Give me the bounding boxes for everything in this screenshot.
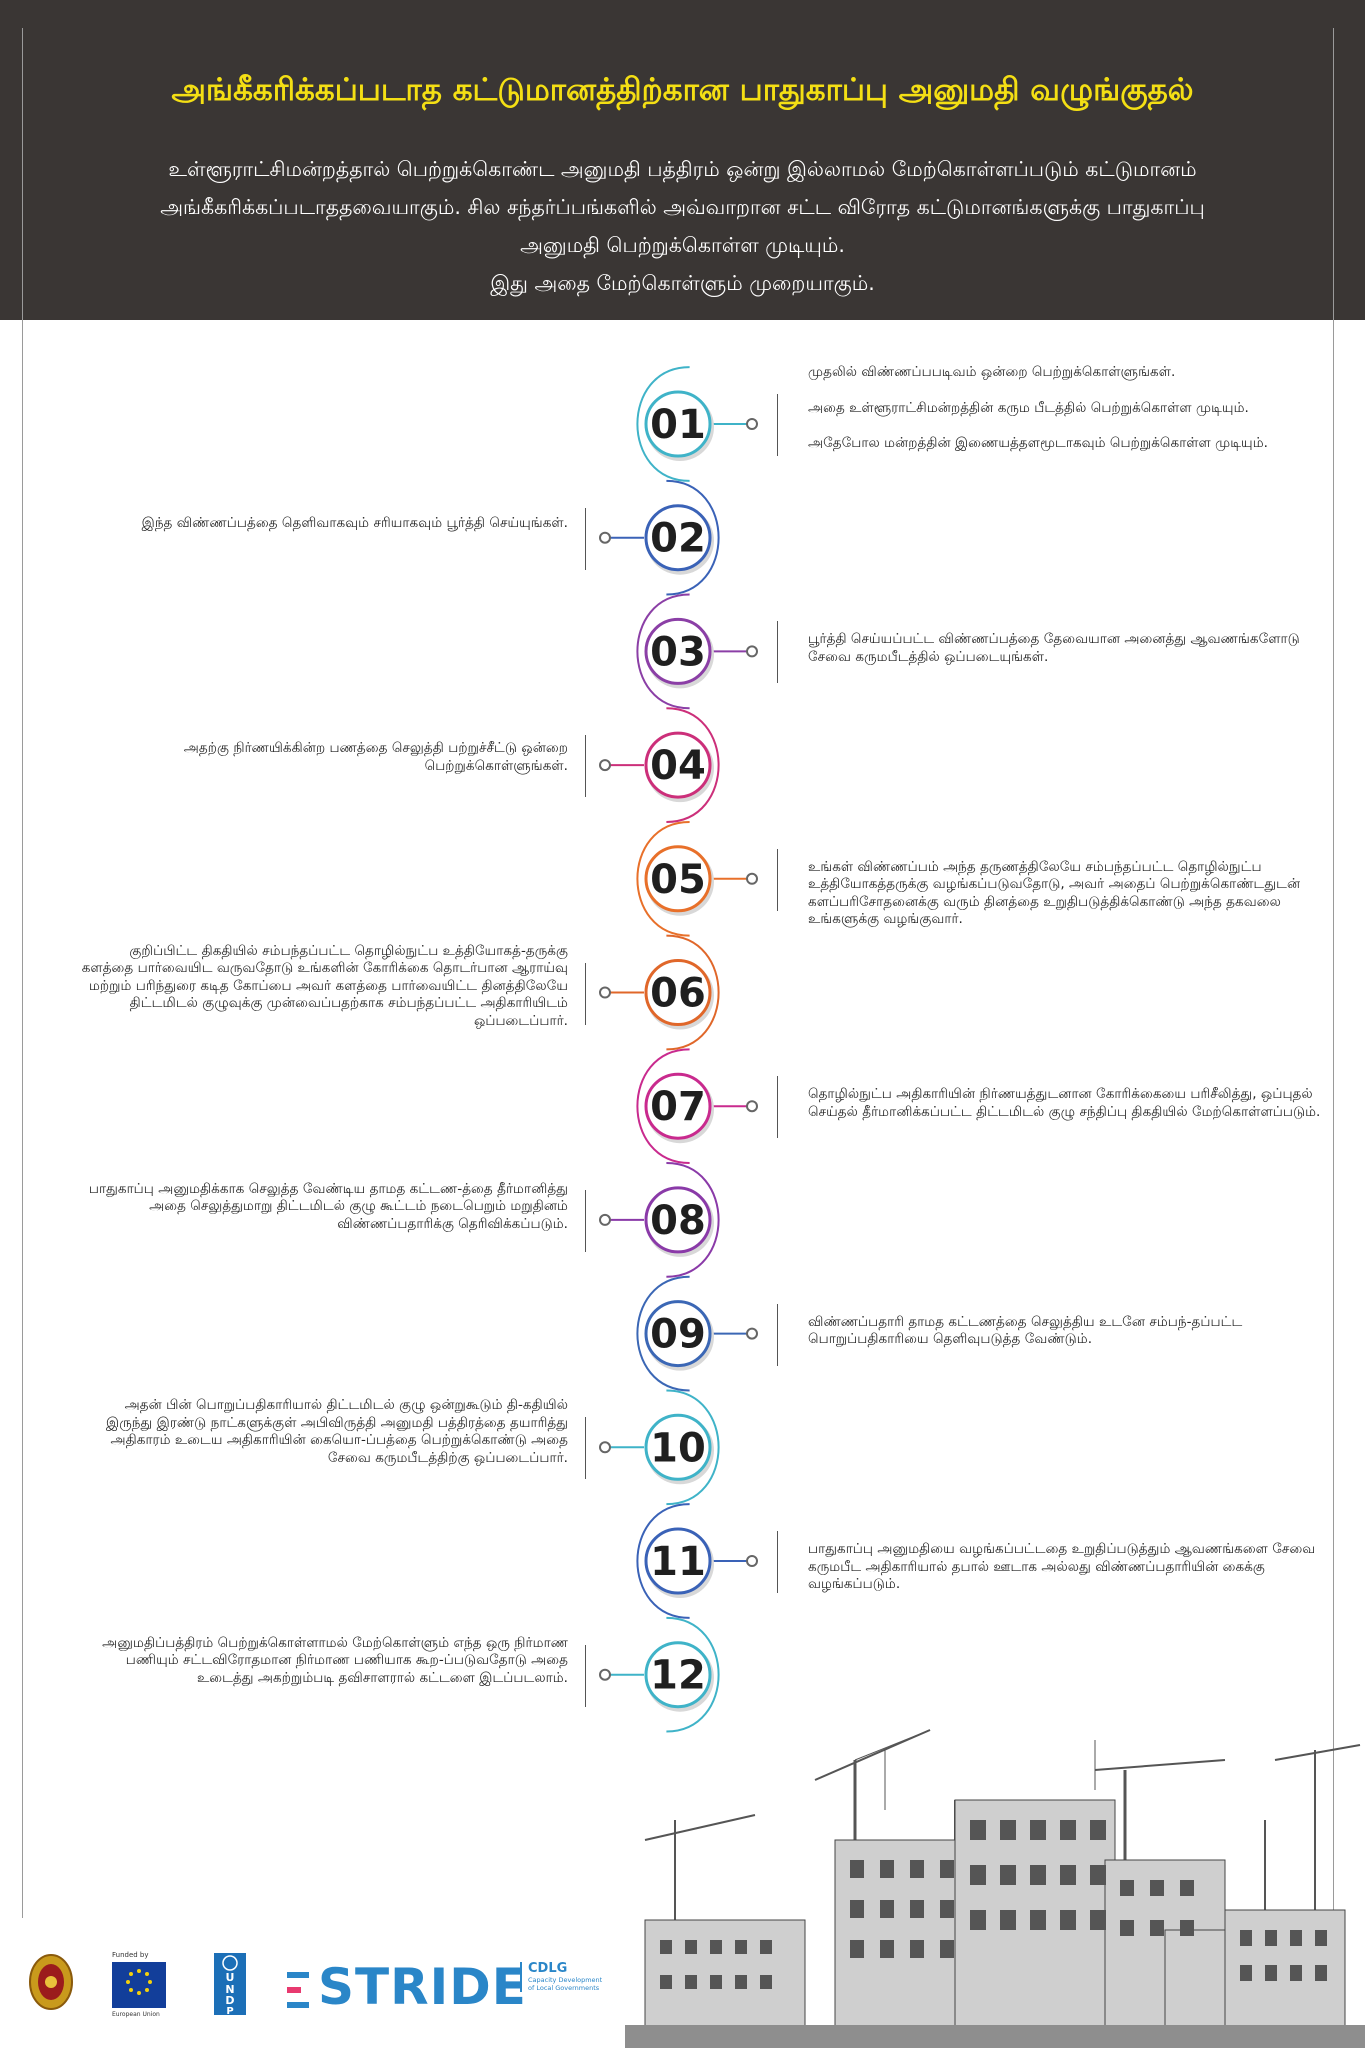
connector-dot xyxy=(747,1329,757,1339)
cdlg-sub-line: Capacity Development xyxy=(528,1976,603,1984)
step-number: 11 xyxy=(650,1539,706,1585)
step-description xyxy=(808,1086,1328,1139)
step-description xyxy=(80,515,568,551)
connector-dot xyxy=(600,988,610,998)
step-description xyxy=(808,1314,1328,1367)
step-bracket xyxy=(777,1531,778,1593)
step-bracket xyxy=(777,1076,778,1138)
step-bracket xyxy=(585,735,586,797)
step-bracket xyxy=(777,1304,778,1366)
step-number: 10 xyxy=(650,1425,706,1472)
step-number: 06 xyxy=(650,970,706,1017)
step-description xyxy=(80,1397,568,1485)
connector-dot xyxy=(747,419,757,429)
step-number: 08 xyxy=(650,1197,706,1244)
step-bracket xyxy=(585,963,586,1025)
intro-line: உள்ளூராட்சிமன்றத்தால் பெற்றுக்கொண்ட அனுமதி பத்திரம் ஒன்று இல்லாமல் மேற்கொள்ளப்படும் கட்டுமானம் xyxy=(168,157,1197,181)
step-paragraph: அனுமதிப்பத்திரம் பெற்றுக்கொள்ளாமல் மேற்கொள்ளும் எந்த ஒரு நிர்மாண பணியும் சட்டவிரோதமான நிர்மாண பணியாக கூற-ப்படுவதோடு அதை உடைத்து அகற்றும்படி தவிசாளரால் கட்டளை இடப்படலாம். xyxy=(102,1634,568,1686)
intro-line: அனுமதி பெற்றுக்கொள்ள முடியும். xyxy=(520,233,845,257)
connector-dot xyxy=(600,1215,610,1225)
step-bracket xyxy=(777,621,778,683)
step-bracket xyxy=(585,1645,586,1707)
connector-dot xyxy=(600,1670,610,1680)
cdlg-sub-line: of Local Governments xyxy=(528,1984,600,1992)
construction-illustration xyxy=(625,1720,1365,2048)
step-paragraph: அதன் பின் பொறுப்பதிகாரியால் திட்டமிடல் குழு ஒன்றுகூடும் தி-கதியில் இருந்து இரண்டு நாட்களுக்குள் அபிவிருத்தி அனுமதி பத்திரத்தை தயாரித்து அதிகாரம் உடைய அதிகாரியின் கையொ-ப்பத்தை பெற்றுக்கொண்டு அதை சேவை கருமபீடத்திற்கு ஒப்படைப்பார். xyxy=(105,1397,568,1466)
step-paragraph: உங்கள் விண்ணப்பம் அந்த தருணத்திலேயே சம்பந்தப்பட்ட தொழில்நுட்ப உத்தியோகத்தருக்கு வழங்கப்படுவதோடு, அவர் அதைப் பெற்றுக்கொண்டதுடன் களப்பரிசோதனைக்கு வரும் தினத்தை உறுதிபடுத்திக்கொண்டு அந்த தகவலை உங்களுக்கு வழங்குவார். xyxy=(808,858,1301,928)
undp-letter: P xyxy=(226,2006,234,2015)
step-bracket xyxy=(777,849,778,911)
step-description xyxy=(808,1541,1328,1612)
connector-dot xyxy=(600,533,610,543)
step-paragraph: குறிப்பிட்ட திகதியில் சம்பந்தப்பட்ட தொழில்நுட்ப உத்தியோகத்-தருக்கு களத்தை பார்வையிட வருவதோடு உங்களின் கோரிக்கை தொடர்பான ஆராய்வு மற்றும் பரிந்துரை கடித கோப்பை அவர் களத்தை பார்வையிட்ட தினத்திலேயே திட்டமிடல் குழுவுக்கு முன்வைப்பதற்காக சம்பந்தப்பட்ட அதிகாரியிடம் ஒப்படைப்பார். xyxy=(81,942,568,1029)
step-description xyxy=(80,740,568,793)
government-emblem xyxy=(28,1953,74,2011)
step-number: 12 xyxy=(650,1652,706,1699)
step-paragraph: அதற்கு நிர்ணயிக்கின்ற பணத்தை செலுத்தி பற்றுச்சீட்டு ஒன்றை பெற்றுக்கொள்ளுங்கள். xyxy=(183,740,568,774)
step-paragraph: பூர்த்தி செய்யப்பட்ட விண்ணப்பத்தை தேவையான அனைத்து ஆவணங்களோடு சேவை கருமபீடத்தில் ஒப்படையுங்கள். xyxy=(808,631,1300,665)
step-number: 02 xyxy=(650,515,706,562)
step-paragraph: முதலில் விண்ணப்பபடிவம் ஒன்றை பெற்றுக்கொள்ளுங்கள். xyxy=(808,364,1176,380)
step-description xyxy=(80,943,568,1049)
step-paragraph: விண்ணப்பதாரி தாமத கட்டணத்தை செலுத்திய உடனே சம்பந்-தப்பட்ட பொறுப்பதிகாரியை தெளிவுபடுத்த வேண்டும். xyxy=(808,1313,1243,1348)
cdlg-text: CDLG xyxy=(528,1961,568,1976)
stride-logo-text: STRIDE xyxy=(318,1958,527,2016)
step-bracket xyxy=(585,508,586,570)
stride-mark-icon xyxy=(285,1970,315,2010)
step-bracket xyxy=(585,1417,586,1479)
step-description xyxy=(808,364,1328,471)
funded-by-label: Funded by xyxy=(112,1951,149,1959)
eu-label: European Union xyxy=(112,2011,160,2018)
step-paragraph: பாதுகாப்பு அனுமதிக்காக செலுத்த வேண்டிய தாமத கட்டண-த்தை தீர்மானித்து அதை செலுத்துமாறு திட்டமிடல் குழு கூட்டம் நடைபெறும் மறுதினம் விண்ணப்பதாரிக்கு தெரிவிக்கப்படும். xyxy=(88,1180,568,1232)
step-description xyxy=(80,1181,568,1252)
step-number: 04 xyxy=(650,743,706,790)
cdlg-logo xyxy=(520,1962,602,1992)
timeline-circles xyxy=(646,392,714,1712)
eu-flag-icon xyxy=(112,1962,166,2008)
step-number: 05 xyxy=(650,856,706,903)
connector-dot xyxy=(747,646,757,656)
step-description xyxy=(808,859,1328,947)
step-description xyxy=(808,631,1328,684)
step-bracket xyxy=(777,394,778,456)
step-number: 07 xyxy=(650,1084,706,1131)
step-number: 03 xyxy=(650,629,706,676)
step-paragraph: இந்த விண்ணப்பத்தை தெளிவாகவும் சரியாகவும் பூர்த்தி செய்யுங்கள். xyxy=(141,515,568,532)
undp-letter: U xyxy=(225,1971,235,1984)
step-paragraph: பாதுகாப்பு அனுமதியை வழங்கப்பட்டதை உறுதிப்படுத்தும் ஆவணங்களை சேவை கருமபீட அதிகாரியால் தபால் ஊடாக அல்லது விண்ணப்பதாரியின் கைக்கு வழங்கப்படும். xyxy=(808,1541,1316,1592)
page-title: அங்கீகரிக்கப்படாத கட்டுமானத்திற்கான பாதுகாப்பு அனுமதி வழுங்குதல் xyxy=(171,72,1194,108)
step-paragraph: அதை உள்ளூராட்சிமன்றத்தின் கரும பீடத்தில் பெற்றுக்கொள்ள முடியும். xyxy=(808,399,1249,416)
connector-dot xyxy=(747,1556,757,1566)
connector-dot xyxy=(747,874,757,884)
connector-dot xyxy=(600,1442,610,1452)
intro-line: இது அதை மேற்கொள்ளும் முறையாகும். xyxy=(490,271,875,295)
undp-logo xyxy=(214,1953,246,2015)
step-number: 09 xyxy=(650,1311,706,1358)
undp-letter: N xyxy=(225,1983,235,1996)
step-number: 01 xyxy=(650,402,706,448)
step-bracket xyxy=(585,1190,586,1252)
connector-dot xyxy=(600,760,610,770)
step-paragraph: அதேபோல மன்றத்தின் இணையத்தளமூடாகவும் பெற்றுக்கொள்ள முடியும். xyxy=(808,435,1268,451)
intro-line: அங்கீகரிக்கப்படாததவையாகும். சில சந்தர்ப்பங்களில் அவ்வாறான சட்ட விரோத கட்டுமானங்களுக்கு பாதுகாப்பு xyxy=(160,195,1205,219)
undp-letter: D xyxy=(225,1994,235,2007)
connector-dot xyxy=(747,1101,757,1111)
step-description xyxy=(80,1635,568,1706)
step-paragraph: தொழில்நுட்ப அதிகாரியின் நிர்ணயத்துடனான கோரிக்கையை பரிசீலித்து, ஒப்புதல் செய்தல் தீர்மானிக்கப்பட்ட திட்டமிடல் குழு சந்திப்பு திகதியில் மேற்கொள்ளப்படும். xyxy=(808,1086,1321,1120)
